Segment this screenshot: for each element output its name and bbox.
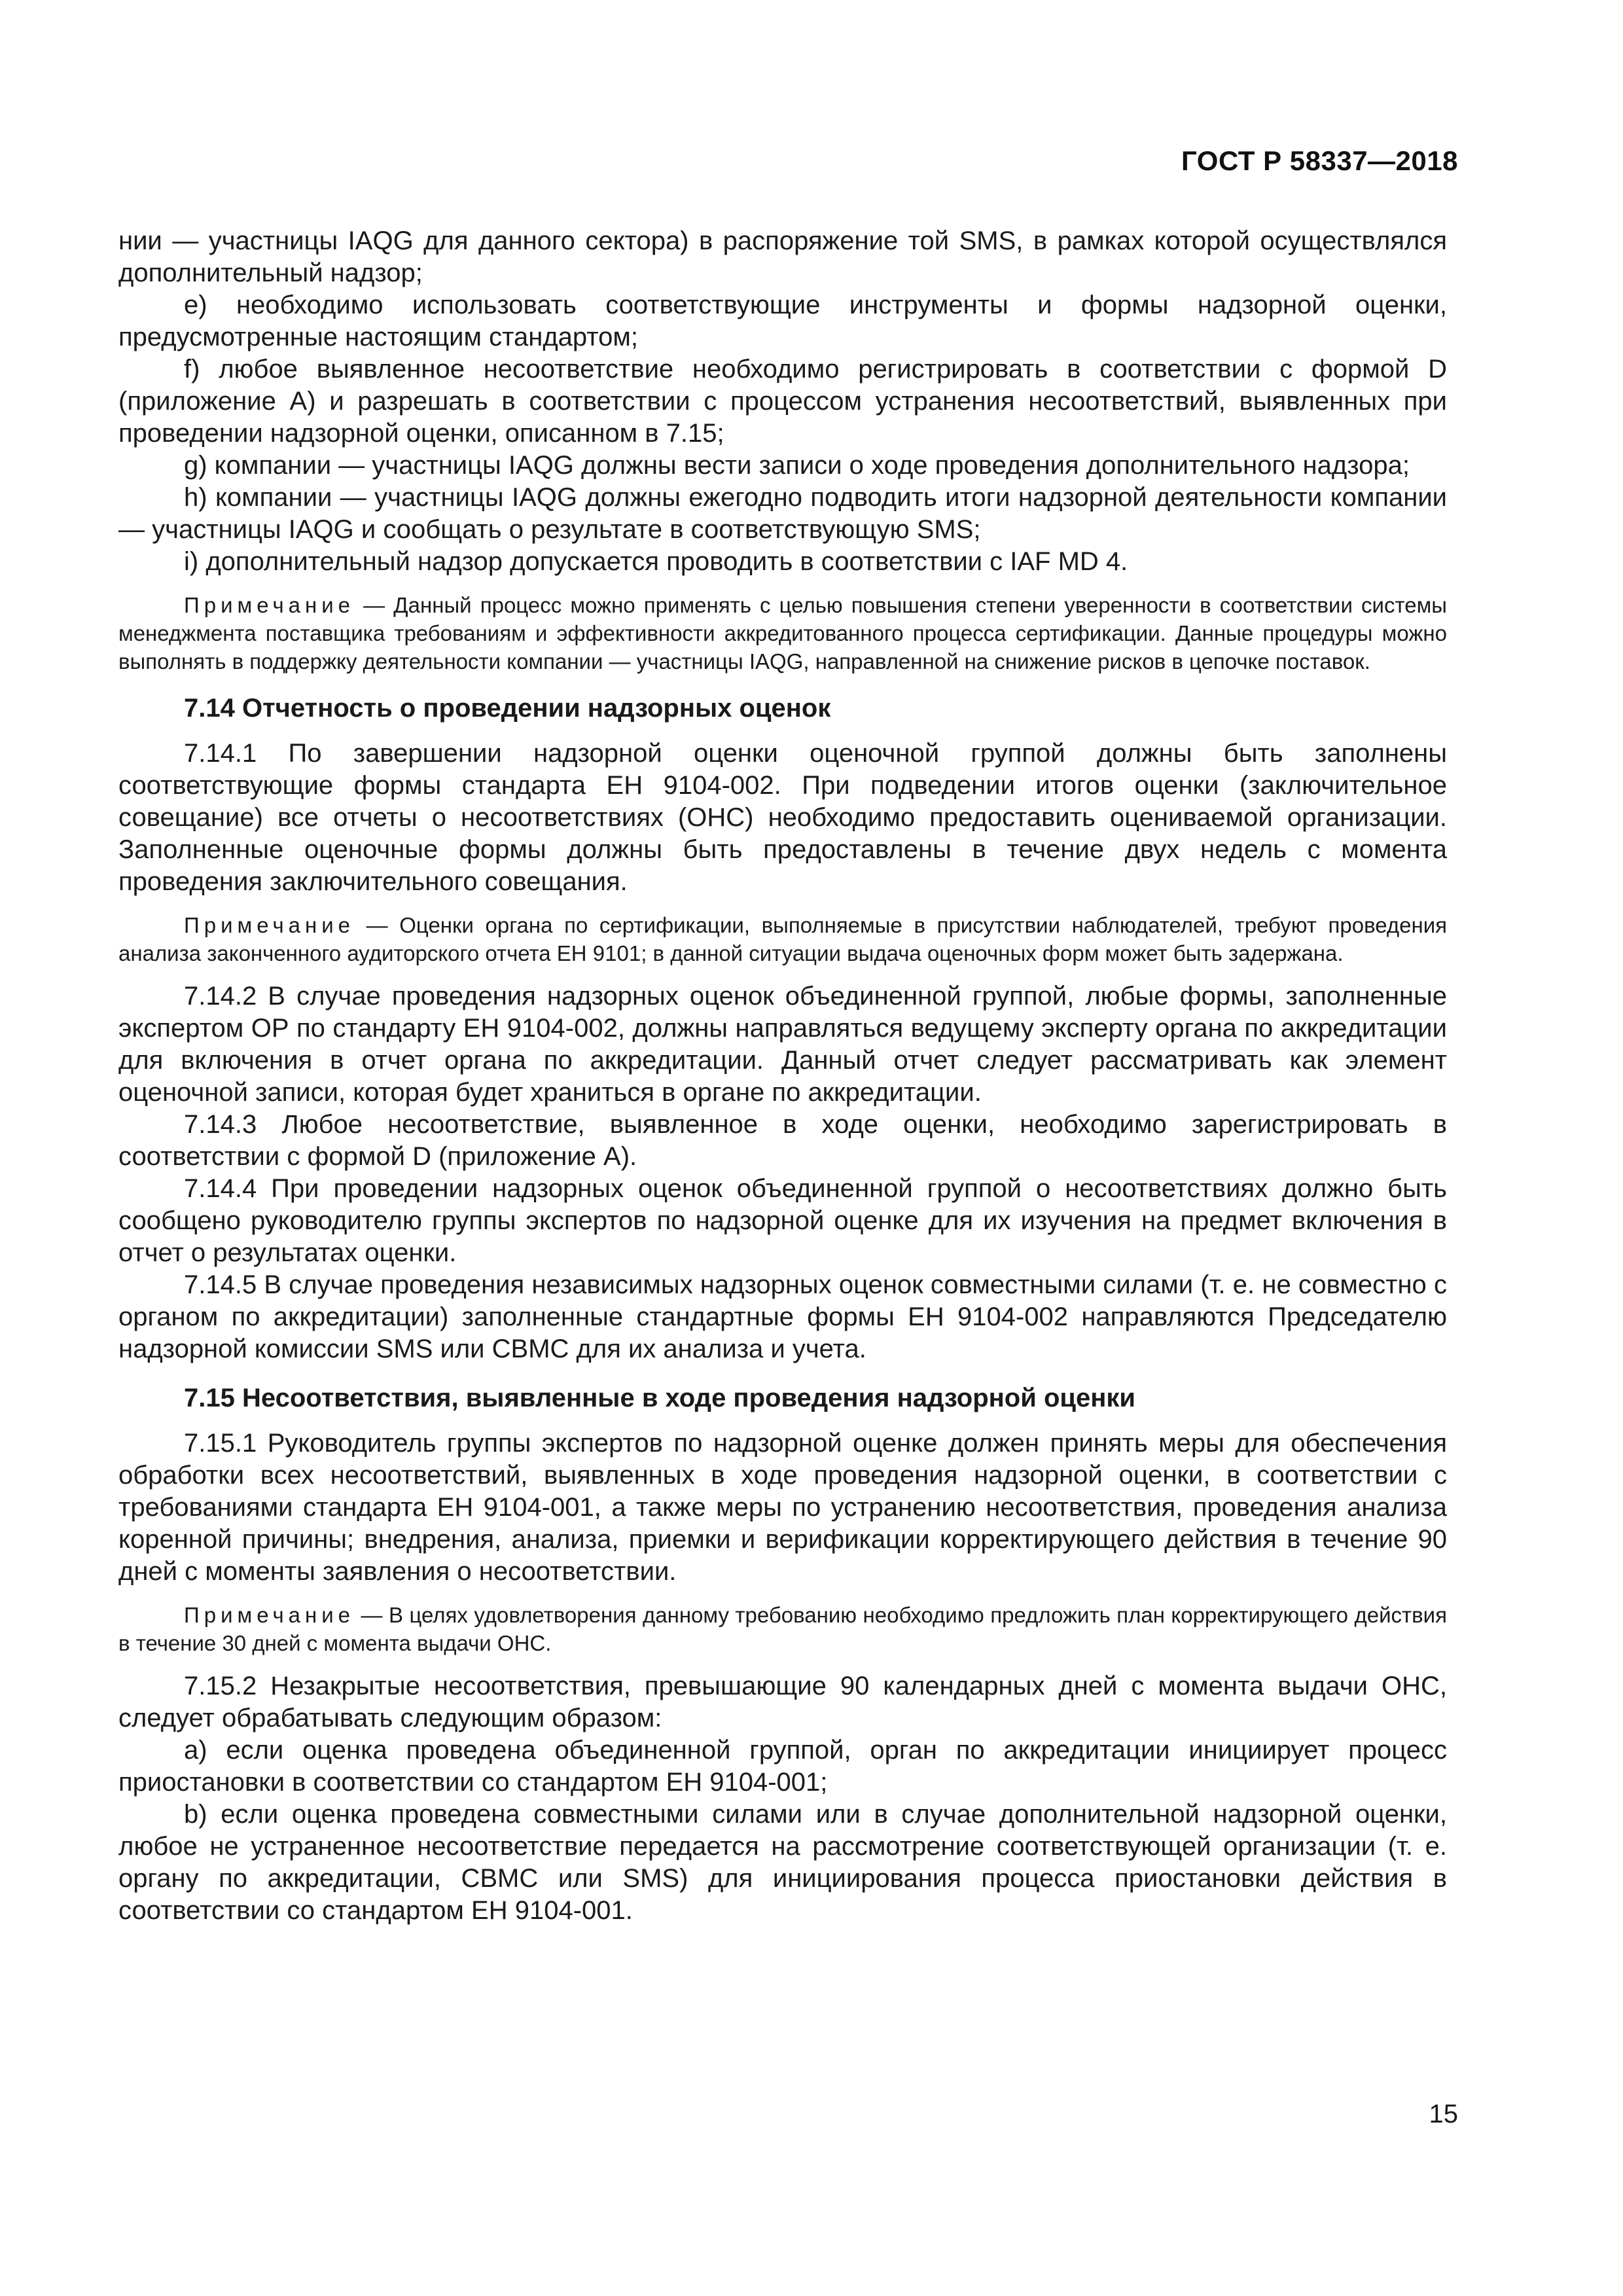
list-item-e: e) необходимо использовать соответствующие инструменты и формы надзорной оценки, предусмотренные настоящим стандартом; bbox=[118, 291, 1447, 351]
clause-7-14-5: 7.14.5 В случае проведения независимых надзорных оценок совместными силами (т. е. не совместно с органом по аккредитации) заполненные стандартные формы ЕН 9104-002 направляются Председателю надзорной комиссии SMS или СВМС для их анализа и учета. bbox=[118, 1270, 1447, 1363]
note-text: — Данный процесс можно применять с целью повышения степени уверенности в соответствии системы менеджмента поставщика требованиям и эффективности аккредитованного процесса сертификации. Данные процедуры можно выполнять в поддержку деятельности компании — участницы IAQG, направленной на снижение рисков в цепочке поставок. bbox=[118, 593, 1447, 673]
list-item-i: i) дополнительный надзор допускается проводить в соответствии с IAF MD 4. bbox=[184, 547, 1128, 576]
list-item-h: h) компании — участницы IAQG должны ежегодно подводить итоги надзорной деятельности компании — участницы IAQG и сообщать о результате в соответствующую SMS; bbox=[118, 483, 1447, 544]
list-item-a: a) если оценка проведена объединенной группой, орган по аккредитации инициирует процесс приостановки в соответствии со стандартом ЕН 9104-001; bbox=[118, 1736, 1447, 1797]
note-label: Примечание bbox=[184, 1603, 355, 1627]
clause-7-14-3: 7.14.3 Любое несоответствие, выявленное в ходе оценки, необходимо зарегистрировать в соответствии с формой D (приложение А). bbox=[118, 1110, 1447, 1171]
document-header: ГОСТ Р 58337—2018 bbox=[1181, 145, 1458, 176]
page-number: 15 bbox=[1429, 2100, 1458, 2128]
document-body bbox=[118, 225, 1447, 1927]
clause-7-14-1: 7.14.1 По завершении надзорной оценки оценочной группой должны быть заполнены соответствующие формы стандарта ЕН 9104-002. При подведении итогов оценки (заключительное совещание) все отчеты о несоответствиях (ОНС) необходимо предоставить оцениваемой организации. Заполненные оценочные формы должны быть предоставлены в течение двух недель с момента проведения заключительного совещания. bbox=[118, 739, 1447, 896]
note bbox=[118, 1601, 1447, 1657]
note-text: — Оценки органа по сертификации, выполняемые в присутствии наблюдателей, требуют проведения анализа законченного аудиторского отчета ЕН 9101; в данной ситуации выдача оценочных форм может быть задержана. bbox=[118, 913, 1447, 965]
section-heading-7-15: 7.15 Несоответствия, выявленные в ходе проведения надзорной оценки bbox=[184, 1384, 1135, 1412]
clause-7-14-2: 7.14.2 В случае проведения надзорных оценок объединенной группой, любые формы, заполненные экспертом ОР по стандарту ЕН 9104-002, должны направляться ведущему эксперту органа по аккредитации для включения в отчет органа по аккредитации. Данный отчет следует рассматривать как элемент оценочной записи, которая будет храниться в органе по аккредитации. bbox=[118, 982, 1447, 1107]
note bbox=[118, 911, 1447, 967]
note-label: Примечание bbox=[184, 913, 355, 937]
clause-7-14-4: 7.14.4 При проведении надзорных оценок объединенной группой о несоответствиях должно быть сообщено руководителю группы экспертов по надзорной оценке для их изучения на предмет включения в отчет о результатах оценки. bbox=[118, 1174, 1447, 1267]
list-item-f: f) любое выявленное несоответствие необходимо регистрировать в соответствии с формой D (приложение А) и разрешать в соответствии с процессом устранения несоответствий, выявленных при проведении надзорной оценки, описанном в 7.15; bbox=[118, 355, 1447, 448]
paragraph: нии — участницы IAQG для данного сектора) в распоряжение той SMS, в рамках которой осуществлялся дополнительный надзор; bbox=[118, 226, 1447, 287]
note bbox=[118, 591, 1447, 675]
note-label: Примечание bbox=[184, 593, 355, 617]
section-heading-7-14: 7.14 Отчетность о проведении надзорных оценок bbox=[184, 694, 831, 723]
list-item-b: b) если оценка проведена совместными силами или в случае дополнительной надзорной оценки, любое не устраненное несоответствие передается на рассмотрение соответствующей организации (т. е. органу по аккредитации, СВМС или SMS) для инициирования процесса приостановки действия в соответствии со стандартом ЕН 9104-001. bbox=[118, 1800, 1447, 1925]
note-text: — В целях удовлетворения данному требованию необходимо предложить план корректирующего действия в течение 30 дней с момента выдачи ОНС. bbox=[118, 1603, 1447, 1655]
list-item-g: g) компании — участницы IAQG должны вести записи о ходе проведения дополнительного надзора; bbox=[184, 451, 1410, 480]
clause-7-15-2: 7.15.2 Незакрытые несоответствия, превышающие 90 календарных дней с момента выдачи ОНС, следует обрабатывать следующим образом: bbox=[118, 1672, 1447, 1732]
clause-7-15-1: 7.15.1 Руководитель группы экспертов по надзорной оценке должен принять меры для обеспечения обработки всех несоответствий, выявленных в ходе проведения надзорной оценки, в соответствии с требованиями стандарта ЕН 9104-001, а также меры по устранению несоответствия, проведения анализа коренной причины; внедрения, анализа, приемки и верификации корректирующего действия в течение 90 дней с моменты заявления о несоответствии. bbox=[118, 1429, 1447, 1586]
